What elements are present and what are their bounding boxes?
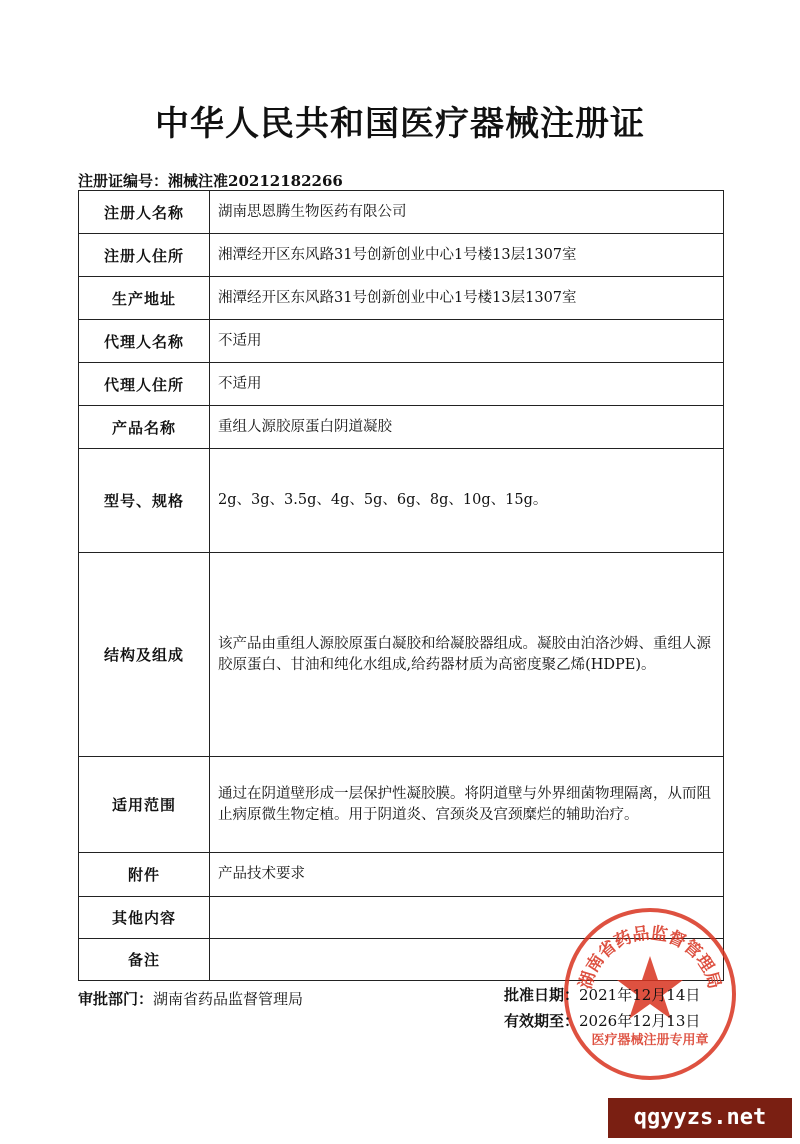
table-row — [79, 277, 724, 320]
table-row — [79, 320, 724, 363]
seal-top-text: 湖南省药品监督管理局 — [575, 923, 725, 992]
dates-block — [504, 982, 700, 1034]
row-label: 代理人名称 — [79, 320, 210, 363]
row-value: 产品技术要求 — [210, 853, 724, 897]
row-label: 生产地址 — [79, 277, 210, 320]
row-label: 代理人住所 — [79, 363, 210, 406]
expiry-date — [504, 1008, 700, 1034]
row-label: 结构及组成 — [79, 553, 210, 757]
approval-department — [78, 988, 303, 1009]
row-value: 湘潭经开区东风路31号创新创业中心1号楼13层1307室 — [210, 234, 724, 277]
table-row — [79, 449, 724, 553]
watermark: qgyyzs.net — [608, 1098, 792, 1138]
row-label: 注册人名称 — [79, 191, 210, 234]
expiry-date-value: 2026年12月13日 — [579, 1012, 701, 1030]
approval-date — [504, 982, 700, 1008]
row-value: 通过在阴道壁形成一层保护性凝胶膜。将阴道壁与外界细菌物理隔离，从而阻止病原微生物定植。用于阴道炎、宫颈炎及宫颈糜烂的辅助治疗。 — [210, 757, 724, 853]
row-label: 型号、规格 — [79, 449, 210, 553]
seal-bottom-text: 医疗器械注册专用章 — [591, 1033, 709, 1048]
row-label: 附件 — [79, 853, 210, 897]
row-label: 适用范围 — [79, 757, 210, 853]
row-label: 其他内容 — [79, 897, 210, 939]
row-value: 2g、3g、3.5g、4g、5g、6g、8g、10g、15g。 — [210, 449, 724, 553]
row-value: 该产品由重组人源胶原蛋白凝胶和给凝胶器组成。凝胶由泊洛沙姆、重组人源胶原蛋白、甘油和纯化水组成,给药器材质为高密度聚乙烯(HDPE)。 — [210, 553, 724, 757]
table-row — [79, 191, 724, 234]
row-label: 注册人住所 — [79, 234, 210, 277]
approval-date-label: 批准日期： — [504, 986, 580, 1004]
registration-table — [78, 190, 724, 981]
row-value: 不适用 — [210, 320, 724, 363]
registration-number-label: 注册证编号： — [78, 172, 169, 190]
row-value: 重组人源胶原蛋白阴道凝胶 — [210, 406, 724, 449]
row-value: 湘潭经开区东风路31号创新创业中心1号楼13层1307室 — [210, 277, 724, 320]
registration-number-line — [78, 170, 343, 191]
document-title: 中华人民共和国医疗器械注册证 — [155, 104, 645, 144]
row-value: 湖南思恩腾生物医药有限公司 — [210, 191, 724, 234]
approval-dept-value: 湖南省药品监督管理局 — [153, 990, 304, 1008]
table-row — [79, 853, 724, 897]
table-row — [79, 234, 724, 277]
row-value: 不适用 — [210, 363, 724, 406]
table-row — [79, 363, 724, 406]
row-label: 备注 — [79, 939, 210, 981]
table-row — [79, 757, 724, 853]
table-row — [79, 406, 724, 449]
table-row — [79, 553, 724, 757]
registration-number: 湘械注准20212182266 — [168, 172, 343, 190]
approval-dept-label: 审批部门： — [78, 990, 154, 1008]
row-label: 产品名称 — [79, 406, 210, 449]
approval-date-value: 2021年12月14日 — [579, 986, 701, 1004]
expiry-date-label: 有效期至： — [504, 1012, 580, 1030]
